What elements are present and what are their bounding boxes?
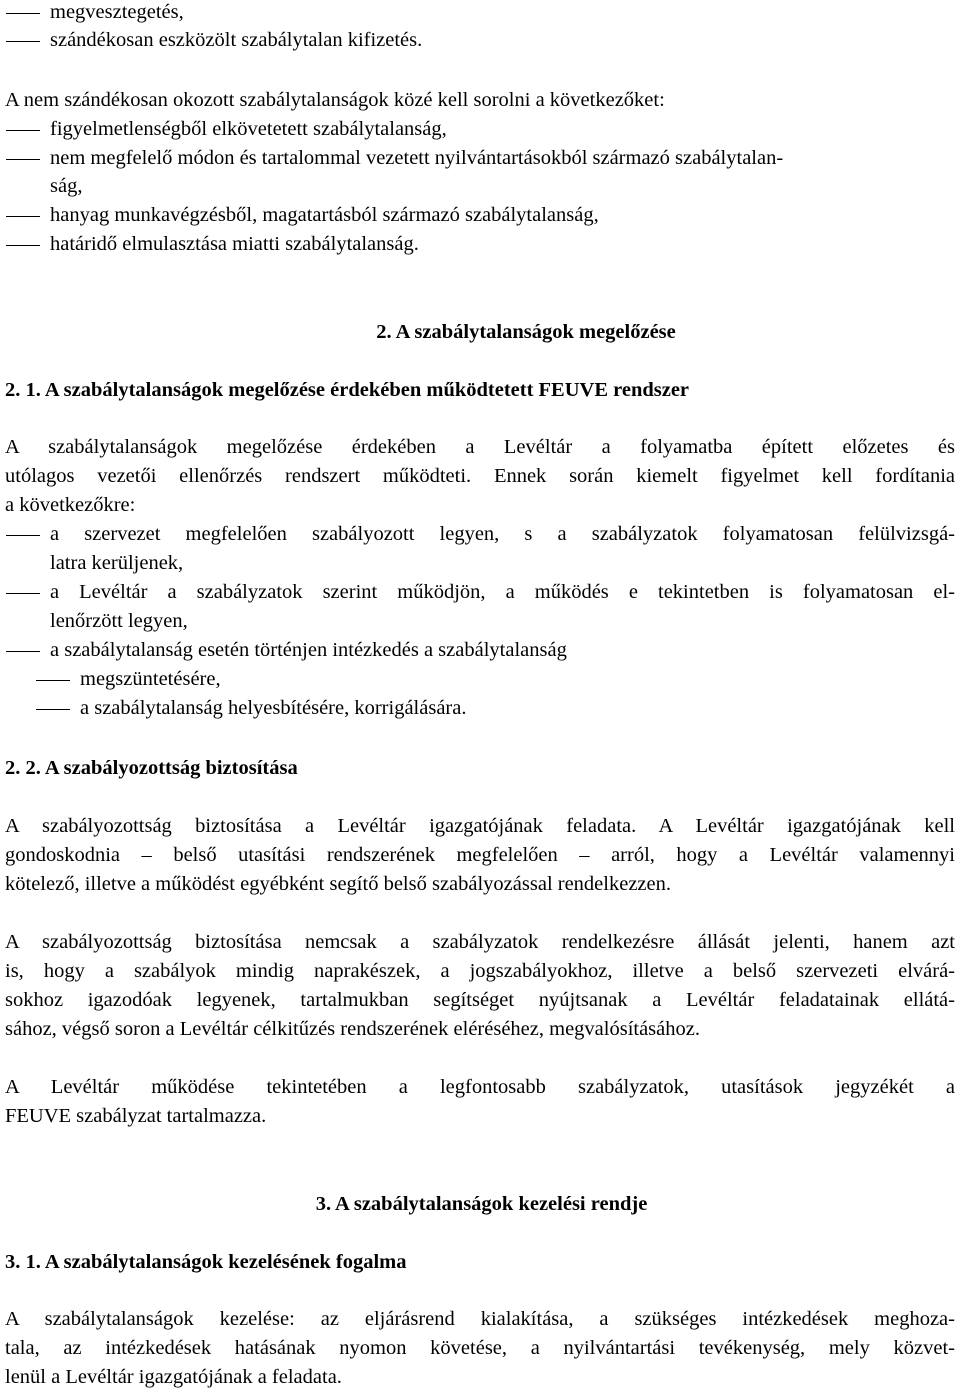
list-item: a Levéltár a szabályzatok szerint működjön, a működés e tekintetben is folyamatosan el- bbox=[50, 581, 955, 603]
dash-bullet bbox=[6, 13, 40, 14]
dash-bullet bbox=[6, 130, 40, 131]
subsection-heading: 3. 1. A szabálytalanságok kezelésének fogalma bbox=[5, 1251, 407, 1273]
paragraph-line: FEUVE szabályzat tartalmazza. bbox=[5, 1105, 267, 1127]
subsection-heading: 2. 2. A szabályozottság biztosítása bbox=[5, 757, 298, 779]
paragraph-line: tala, az intézkedések hatásának nyomon követése, a nyilvántartási tevékenység, mely közvet- bbox=[5, 1337, 955, 1359]
paragraph-line: A szabályozottság biztosítása a Levéltár igazgatójának feladata. A Levéltár igazgatójának kell bbox=[5, 815, 955, 837]
paragraph-line: A nem szándékosan okozott szabálytalanságok közé kell sorolni a következőket: bbox=[5, 89, 665, 111]
paragraph-line: is, hogy a szabályok mindig naprakészek, a jogszabályokhoz, illetve a belső szervezeti elvárá- bbox=[5, 960, 955, 982]
paragraph-line: A szabályozottság biztosítása nemcsak a szabályzatok rendelkezésre állását jelenti, hanem azt bbox=[5, 931, 955, 953]
paragraph-line: A szabálytalanságok kezelése: az eljárásrend kialakítása, a szükséges intézkedések meghoza- bbox=[5, 1308, 955, 1330]
dash-bullet bbox=[36, 709, 70, 710]
list-item: nem megfelelő módon és tartalommal vezetett nyilvántartásokból származó szabálytalan- bbox=[50, 147, 784, 169]
list-item: latra kerüljenek, bbox=[50, 552, 184, 574]
dash-bullet bbox=[6, 41, 40, 42]
list-item: határidő elmulasztása miatti szabálytalanság. bbox=[50, 233, 419, 255]
list-item: figyelmetlenségből elkövetetett szabálytalanság, bbox=[50, 118, 447, 140]
paragraph-line: sához, végső soron a Levéltár célkitűzés rendszerének eléréséhez, megvalósításához. bbox=[5, 1018, 700, 1040]
dash-bullet bbox=[6, 651, 40, 652]
paragraph-line: A Levéltár működése tekintetében a legfontosabb szabályzatok, utasítások jegyzékét a bbox=[5, 1076, 955, 1098]
list-item: lenőrzött legyen, bbox=[50, 610, 188, 632]
dash-bullet bbox=[6, 593, 40, 594]
paragraph-line: a következőkre: bbox=[5, 494, 136, 516]
paragraph-line: sokhoz igazodóak legyenek, tartalmukban segítséget nyújtsanak a Levéltár feladatainak ellátá- bbox=[5, 989, 955, 1011]
paragraph-line: A szabálytalanságok megelőzése érdekében a Levéltár a folyamatba épített előzetes és bbox=[5, 436, 955, 458]
dash-bullet bbox=[6, 535, 40, 536]
list-item: a szervezet megfelelően szabályozott legyen, s a szabályzatok folyamatosan felülvizsgá- bbox=[50, 523, 955, 545]
list-item: megvesztegetés, bbox=[50, 1, 184, 23]
paragraph-line: lenül a Levéltár igazgatójának a feladata. bbox=[5, 1366, 342, 1388]
paragraph-line: gondoskodnia – belső utasítási rendszerének megfelelően – arról, hogy a Levéltár valamennyi bbox=[5, 844, 955, 866]
dash-bullet bbox=[6, 245, 40, 246]
list-item: hanyag munkavégzésből, magatartásból származó szabálytalanság, bbox=[50, 204, 599, 226]
list-item: ság, bbox=[50, 175, 83, 197]
dash-bullet bbox=[36, 680, 70, 681]
list-item: a szabálytalanság helyesbítésére, korrigálására. bbox=[80, 697, 467, 719]
section-heading: 3. A szabálytalanságok kezelési rendje bbox=[315, 1193, 648, 1215]
dash-bullet bbox=[6, 159, 40, 160]
section-heading: 2. A szabálytalanságok megelőzése bbox=[376, 321, 676, 343]
paragraph-line: kötelező, illetve a működést egyébként segítő belső szabályozással rendelkezzen. bbox=[5, 873, 671, 895]
list-item: a szabálytalanság esetén történjen intézkedés a szabálytalanság bbox=[50, 639, 567, 661]
subsection-heading: 2. 1. A szabálytalanságok megelőzése érdekében működtetett FEUVE rendszer bbox=[5, 379, 690, 401]
dash-bullet bbox=[6, 216, 40, 217]
list-item: megszüntetésére, bbox=[80, 668, 221, 690]
list-item: szándékosan eszközölt szabálytalan kifizetés. bbox=[50, 29, 423, 51]
paragraph-line: utólagos vezetői ellenőrzés rendszert működteti. Ennek során kiemelt figyelmet kell fordítania bbox=[5, 465, 955, 487]
